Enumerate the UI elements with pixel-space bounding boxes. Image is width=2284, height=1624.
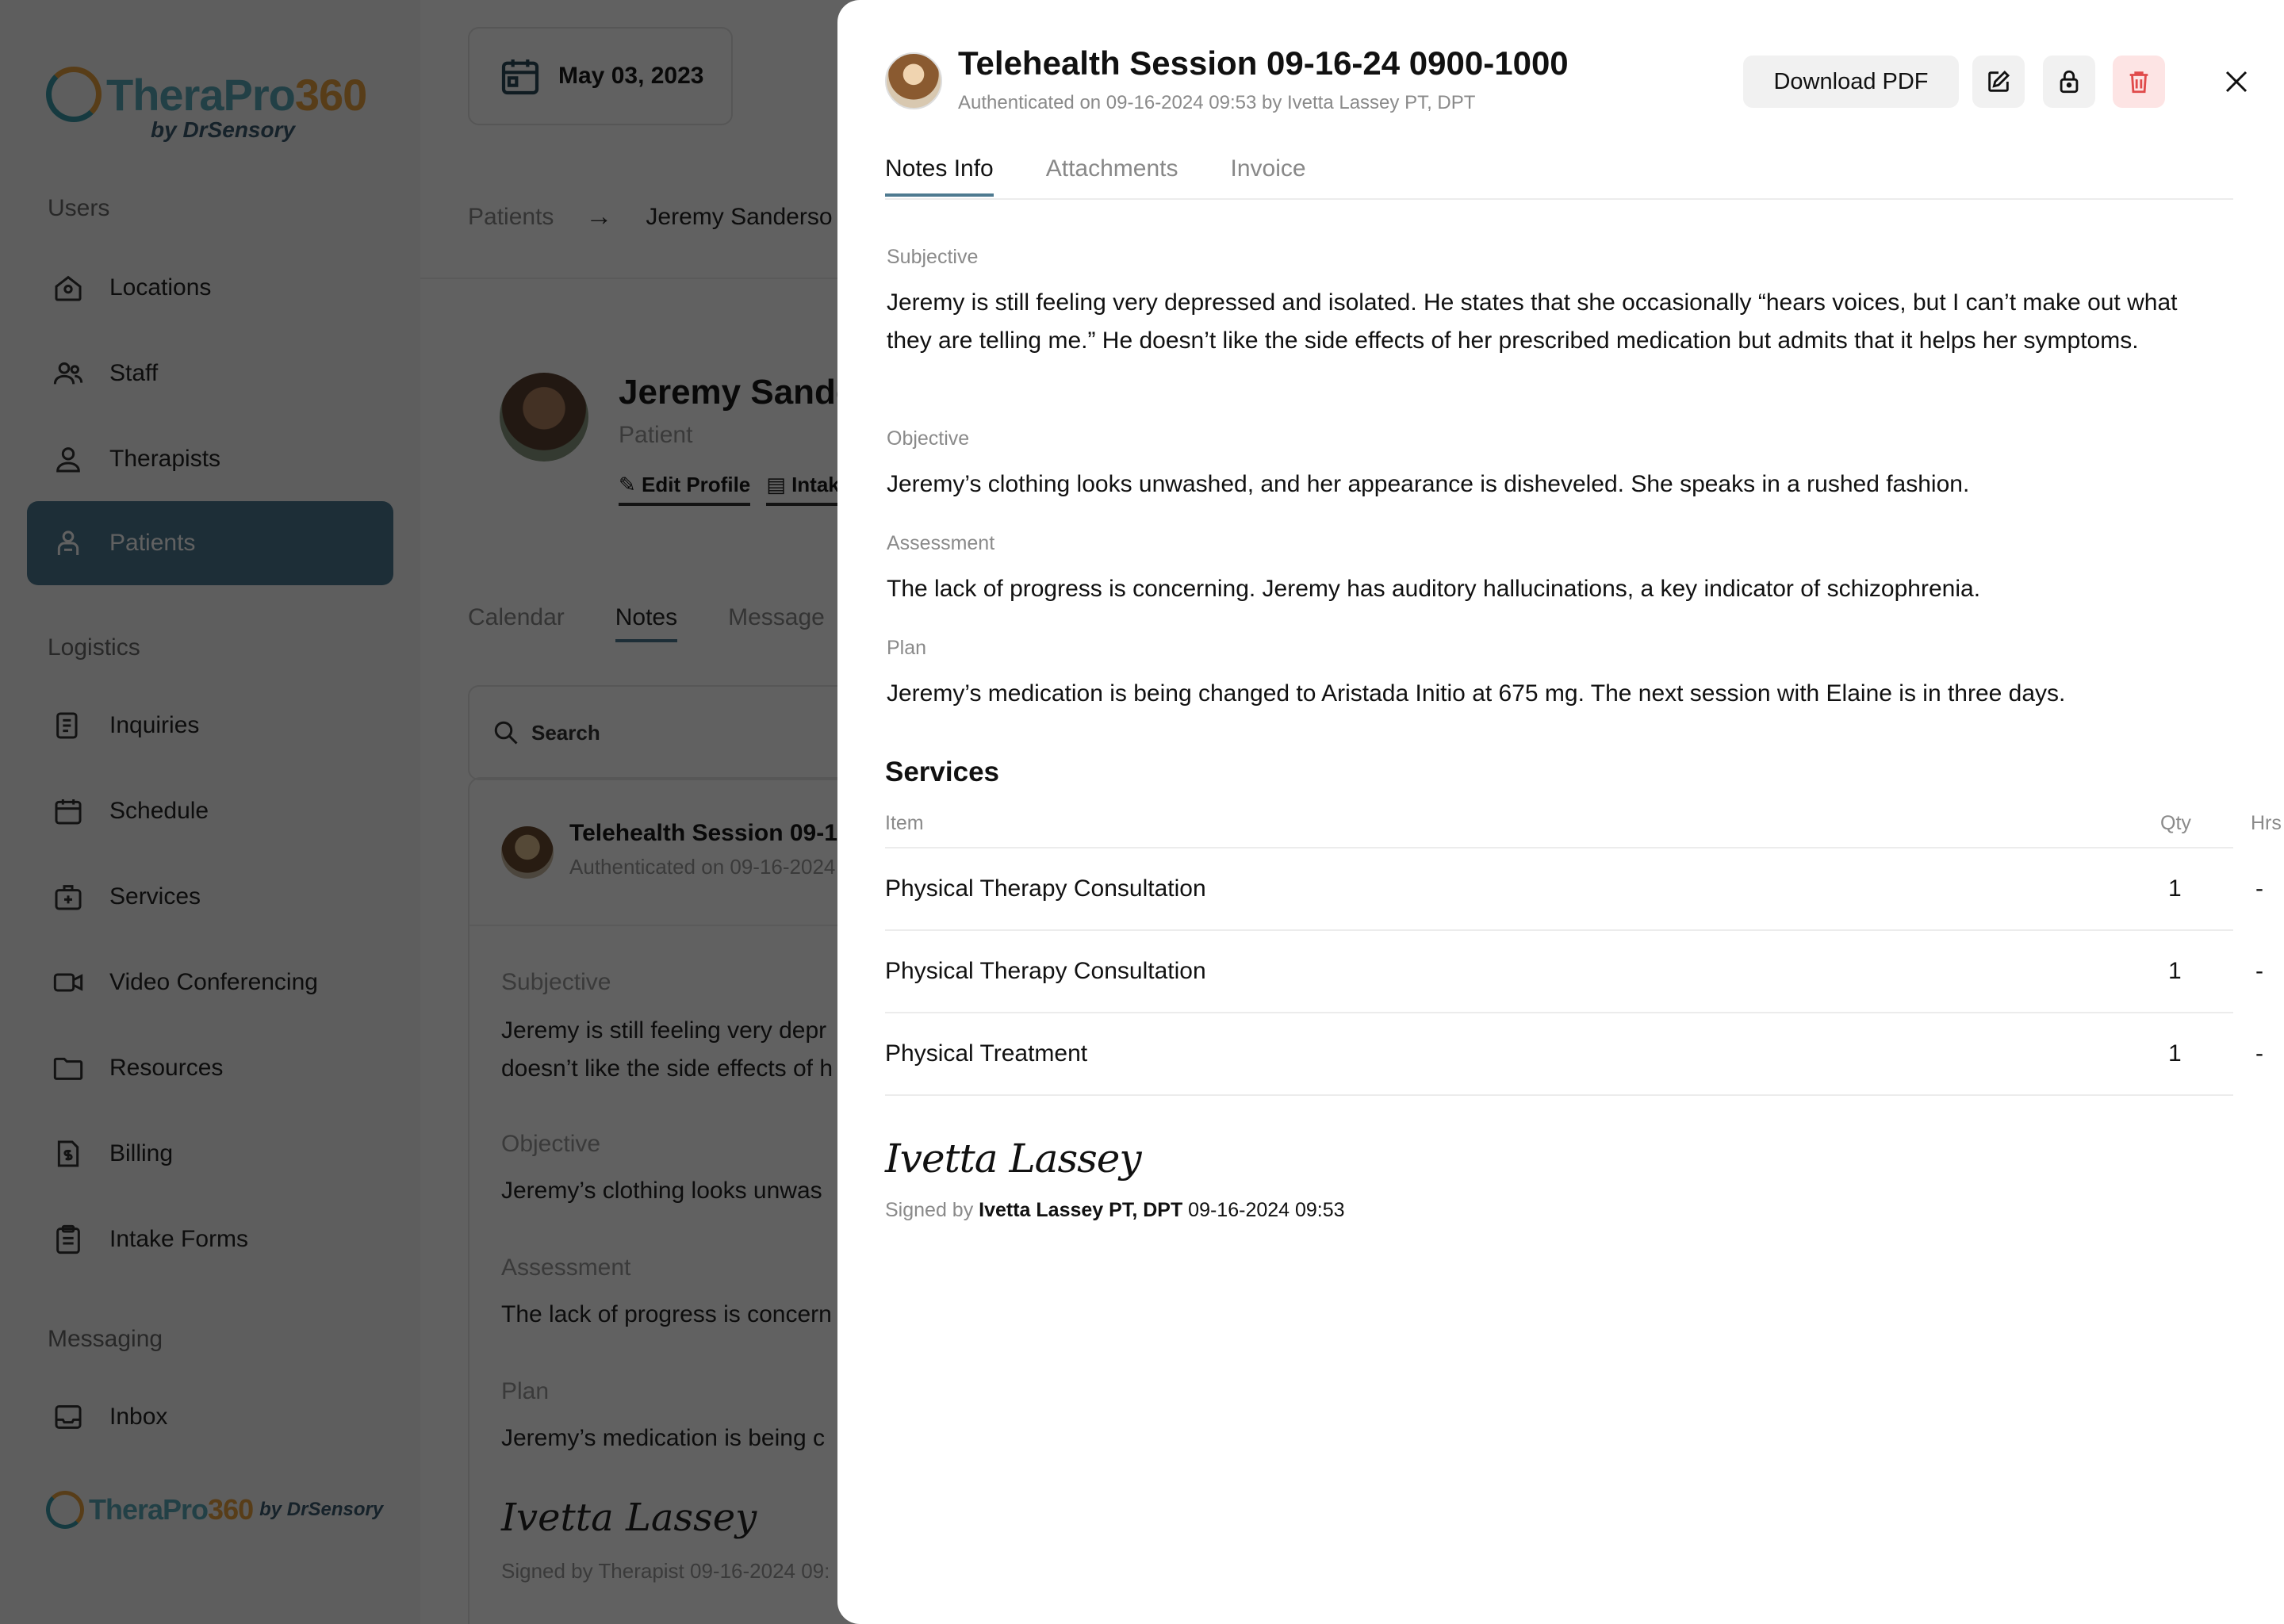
- column-item: Item: [885, 812, 924, 834]
- lock-note-button[interactable]: [2043, 56, 2095, 108]
- close-icon: [2222, 67, 2251, 96]
- subjective-text: Jeremy is still feeling very depressed and isolated. He states that she occasionally “hears voices, but I can’t make out what they are telling me.” He doesn’t like the side effects of her prescribed medication but admits that it helps her symptoms.: [887, 289, 2178, 354]
- tab-invoice[interactable]: Invoice: [1230, 155, 1306, 182]
- table-row: Physical Treatment 1 -: [885, 1040, 2263, 1067]
- services-table-header: [885, 812, 2282, 847]
- edit-note-button[interactable]: [1972, 56, 2025, 108]
- plan-text: Jeremy’s medication is being changed to Aristada Initio at 675 mg. The next session with Elaine is in three days.: [887, 680, 2066, 707]
- signer-name: Ivetta Lassey PT, DPT: [979, 1199, 1183, 1221]
- download-pdf-button[interactable]: Download PDF: [1743, 56, 1959, 108]
- therapist-avatar: [885, 52, 942, 109]
- trash-icon: [2125, 68, 2152, 95]
- column-qty: Qty: [2160, 812, 2191, 834]
- close-drawer-button[interactable]: [2210, 56, 2263, 108]
- tab-attachments[interactable]: Attachments: [1045, 155, 1178, 182]
- delete-note-button[interactable]: [2113, 56, 2165, 108]
- assessment-text: The lack of progress is concerning. Jeremy has auditory hallucinations, a key indicator of schizophrenia.: [887, 576, 1981, 602]
- plan-label: Plan: [887, 637, 927, 659]
- objective-text: Jeremy’s clothing looks unwashed, and her appearance is disheveled. She speaks in a rushed fashion.: [887, 471, 1970, 497]
- note-title: Telehealth Session 09-16-24 0900-1000: [958, 44, 1569, 82]
- objective-label: Objective: [887, 427, 970, 450]
- drawer-tabs: [885, 155, 1306, 197]
- tabs-divider: [885, 198, 2233, 200]
- edit-icon: [1985, 68, 2012, 95]
- table-row: Physical Therapy Consultation 1 -: [885, 875, 2263, 902]
- column-hrs: Hrs: [2251, 812, 2282, 834]
- subjective-label: Subjective: [887, 246, 979, 268]
- note-detail-drawer: [837, 0, 2284, 1624]
- services-heading: Services: [885, 756, 1000, 787]
- tab-notes-info[interactable]: Notes Info: [885, 155, 994, 197]
- divider: [885, 1094, 2233, 1096]
- signed-datetime: 09-16-2024 09:53: [1188, 1199, 1345, 1221]
- table-row: Physical Therapy Consultation 1 -: [885, 958, 2263, 984]
- lock-icon: [2056, 68, 2083, 95]
- assessment-label: Assessment: [887, 532, 995, 554]
- note-authentication: Authenticated on 09-16-2024 09:53 by Ivetta Lassey PT, DPT: [958, 92, 1476, 113]
- signature-image: Ivetta Lassey: [885, 1136, 1141, 1182]
- signed-by-line: Signed by Ivetta Lassey PT, DPT 09-16-2024 09:53: [885, 1199, 1345, 1221]
